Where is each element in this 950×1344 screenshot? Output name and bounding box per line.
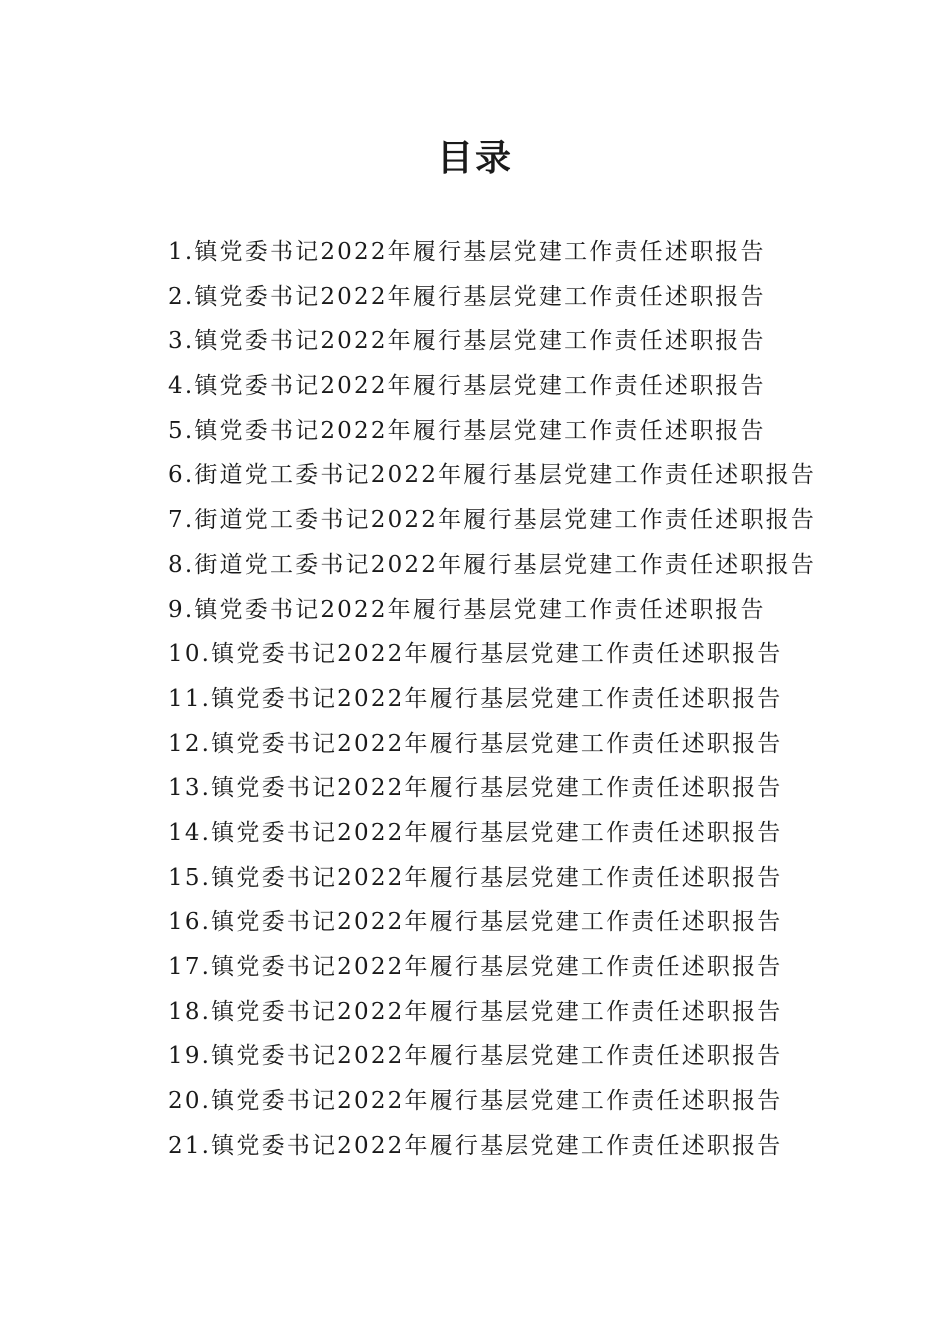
toc-item[interactable]: 14.镇党委书记2022年履行基层党建工作责任述职报告 — [168, 819, 783, 846]
toc-item[interactable]: 10.镇党委书记2022年履行基层党建工作责任述职报告 — [168, 641, 783, 668]
toc-item[interactable]: 21.镇党委书记2022年履行基层党建工作责任述职报告 — [168, 1132, 783, 1159]
toc-item[interactable]: 19.镇党委书记2022年履行基层党建工作责任述职报告 — [168, 1043, 783, 1070]
toc-item[interactable]: 9.镇党委书记2022年履行基层党建工作责任述职报告 — [168, 596, 766, 623]
toc-item[interactable]: 3.镇党委书记2022年履行基层党建工作责任述职报告 — [168, 328, 766, 355]
toc-item[interactable]: 8.街道党工委书记2022年履行基层党建工作责任述职报告 — [168, 551, 817, 578]
toc-item[interactable]: 5.镇党委书记2022年履行基层党建工作责任述职报告 — [168, 417, 766, 444]
toc-item[interactable]: 12.镇党委书记2022年履行基层党建工作责任述职报告 — [168, 730, 783, 757]
toc-item[interactable]: 11.镇党委书记2022年履行基层党建工作责任述职报告 — [168, 685, 783, 712]
toc-item[interactable]: 2.镇党委书记2022年履行基层党建工作责任述职报告 — [168, 283, 766, 310]
table-of-contents — [168, 230, 868, 1168]
toc-item[interactable]: 18.镇党委书记2022年履行基层党建工作责任述职报告 — [168, 998, 783, 1025]
toc-item[interactable]: 13.镇党委书记2022年履行基层党建工作责任述职报告 — [168, 775, 783, 802]
toc-item[interactable]: 20.镇党委书记2022年履行基层党建工作责任述职报告 — [168, 1088, 783, 1115]
toc-item[interactable]: 17.镇党委书记2022年履行基层党建工作责任述职报告 — [168, 954, 783, 980]
page-title: 目录 — [436, 137, 513, 179]
toc-item[interactable]: 15.镇党委书记2022年履行基层党建工作责任述职报告 — [168, 864, 783, 891]
toc-item[interactable]: 1.镇党委书记2022年履行基层党建工作责任述职报告 — [168, 239, 766, 265]
toc-item[interactable]: 16.镇党委书记2022年履行基层党建工作责任述职报告 — [168, 909, 783, 936]
toc-item[interactable]: 4.镇党委书记2022年履行基层党建工作责任述职报告 — [168, 373, 766, 400]
toc-item[interactable]: 6.街道党工委书记2022年履行基层党建工作责任述职报告 — [168, 462, 817, 489]
toc-item[interactable]: 7.街道党工委书记2022年履行基层党建工作责任述职报告 — [168, 507, 817, 534]
